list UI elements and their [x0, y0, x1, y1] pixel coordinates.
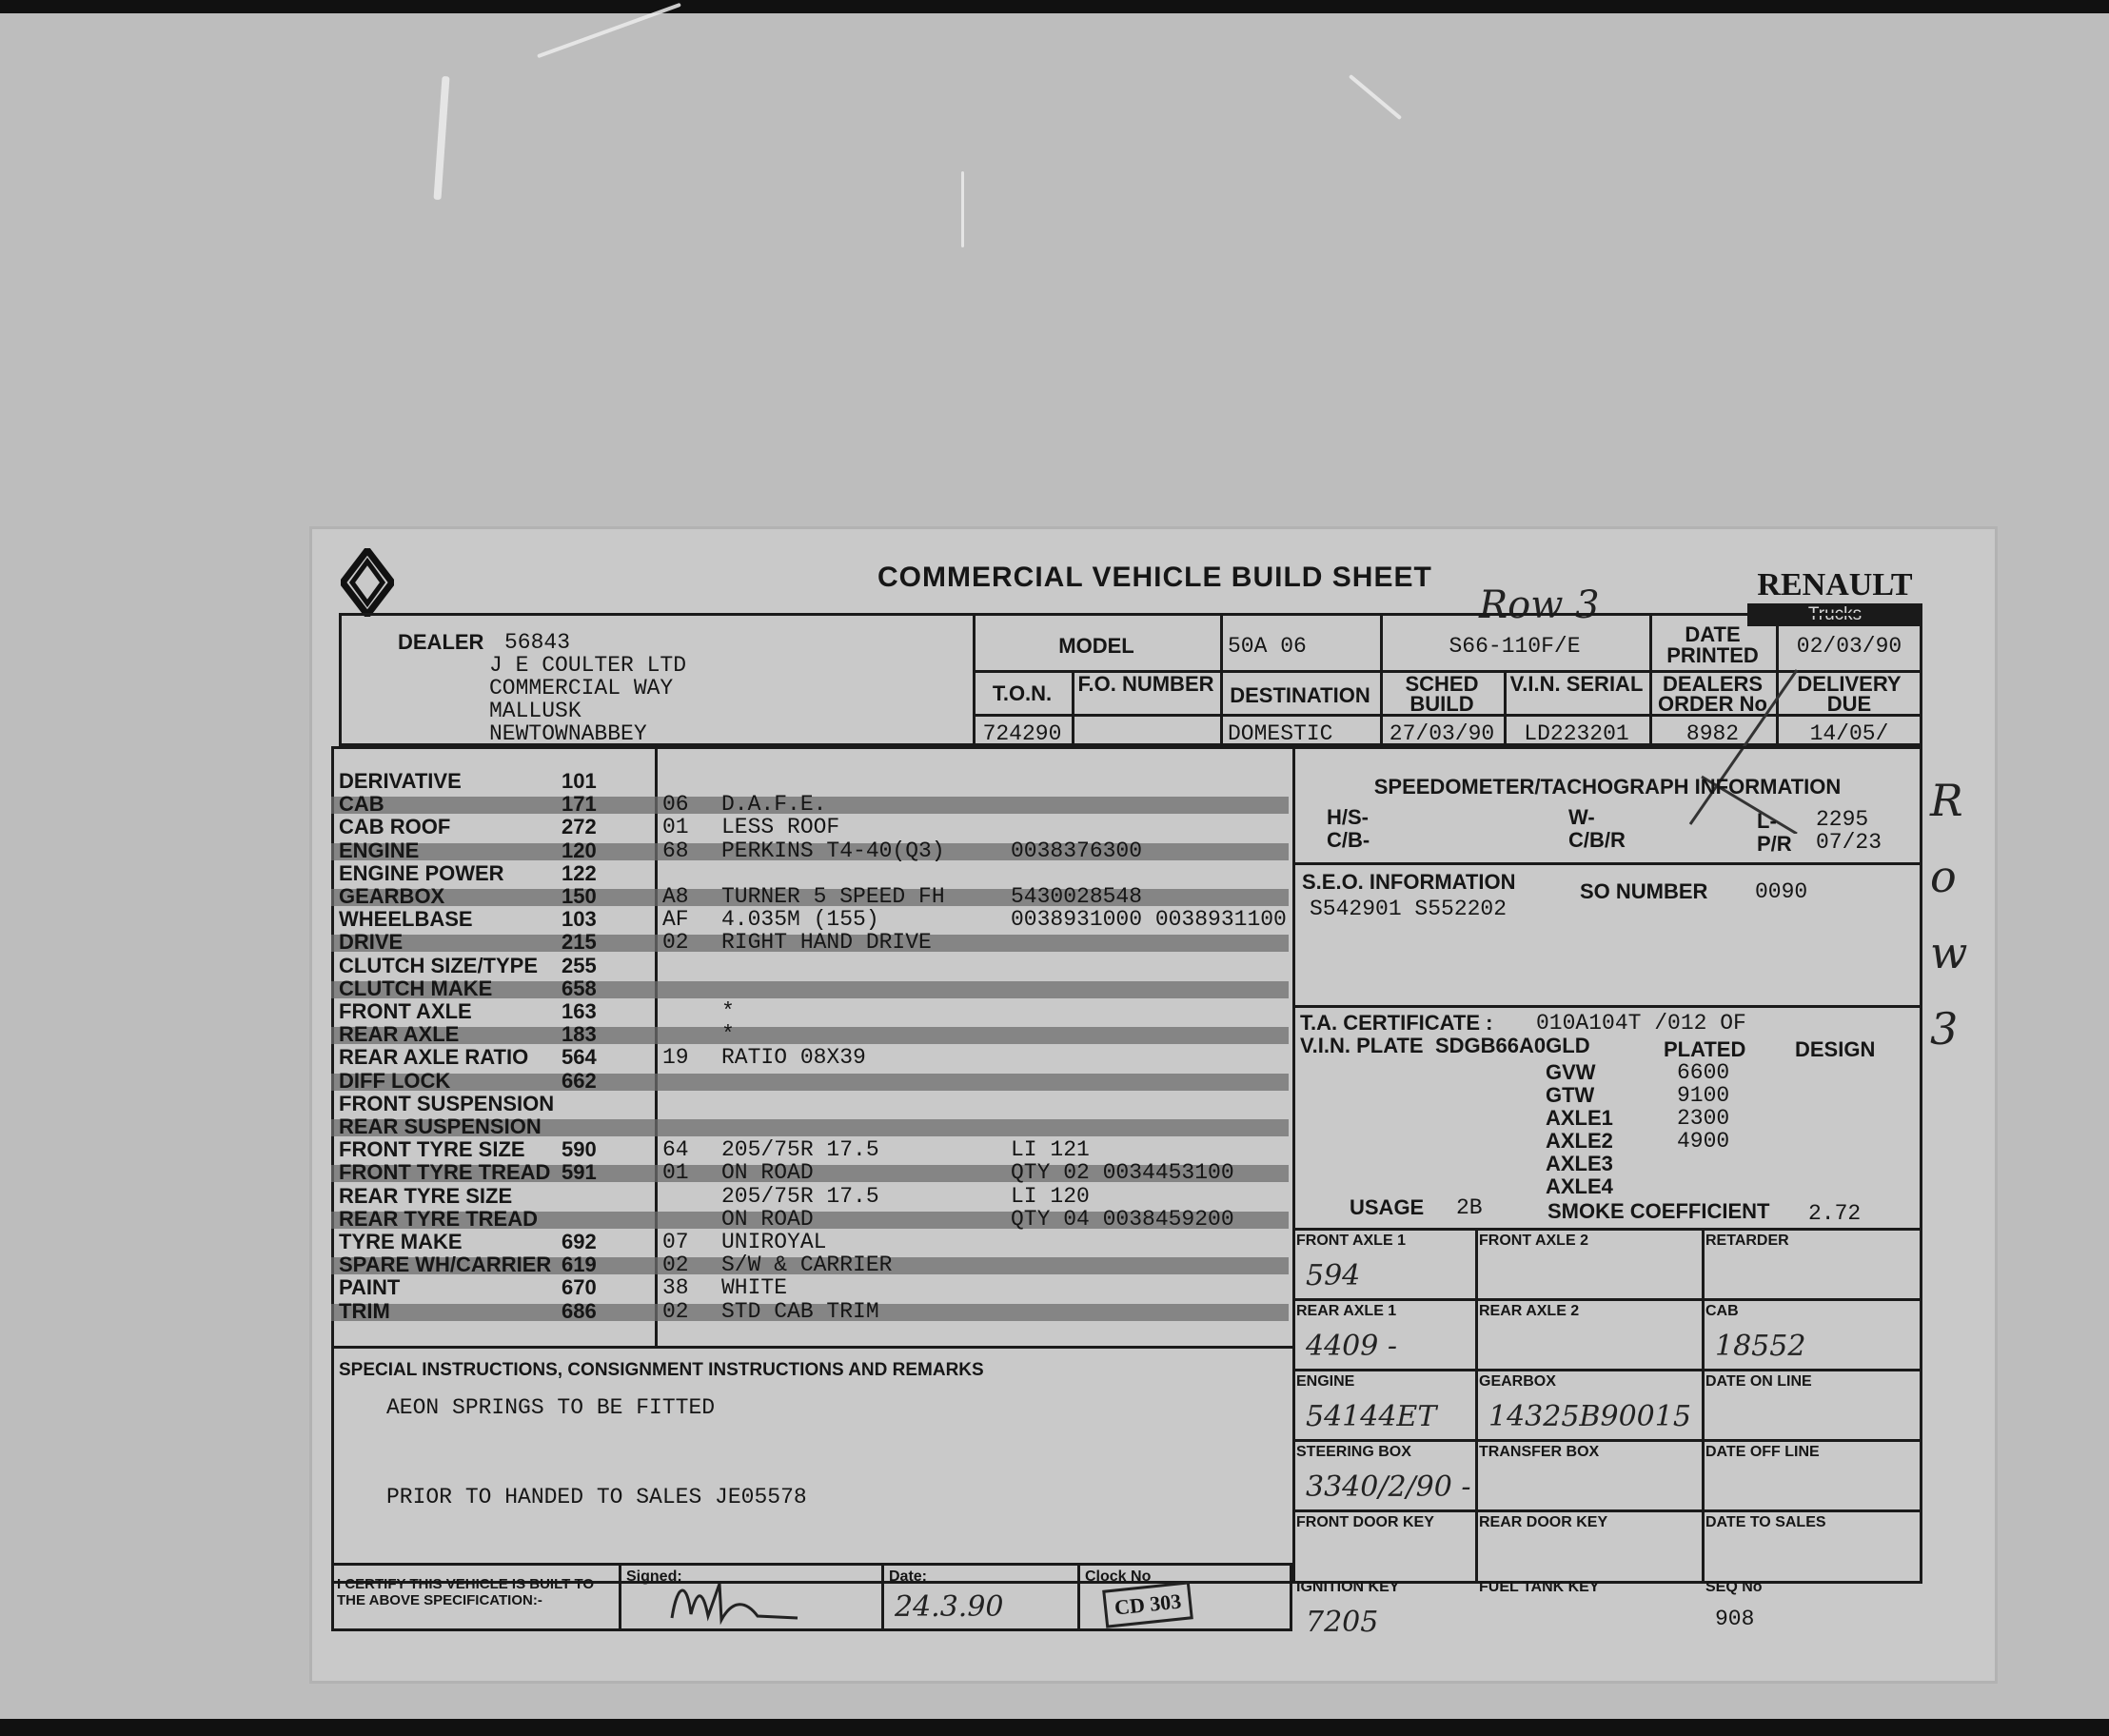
smoke-coefficient-label: SMOKE COEFFICIENT	[1547, 1199, 1770, 1223]
delivery-due-label: DELIVERY DUE	[1797, 672, 1902, 716]
date-value: 24.3.90	[895, 1590, 1004, 1624]
brand-name: RENAULT	[1757, 567, 1913, 602]
clock-label: Clock No	[1085, 1568, 1152, 1585]
ta-item-label: AXLE2	[1546, 1129, 1613, 1153]
build-sheet	[312, 529, 1995, 1681]
dealer-line: COMMERCIAL WAY	[489, 676, 674, 700]
dealer-label: DEALER	[398, 630, 484, 654]
scratch-mark	[433, 76, 449, 200]
brand-sub: Trucks	[1747, 603, 1922, 626]
vin-serial-value: LD223201	[1524, 721, 1629, 746]
spec-description: D.A.F.E.	[721, 792, 827, 818]
dealers-order-value: 8982	[1685, 721, 1740, 746]
speedo-l-value: 2295	[1816, 807, 1869, 832]
box-label: FRONT AXLE 2	[1479, 1233, 1588, 1249]
spec-row	[312, 1254, 1311, 1277]
instructions-label: SPECIAL INSTRUCTIONS, CONSIGNMENT INSTRUCTIONS AND REMARKS	[339, 1360, 984, 1380]
spec-row	[312, 1183, 1311, 1209]
ta-item-value: 2300	[1677, 1106, 1730, 1131]
certify-text: I CERTIFY THIS VEHICLE IS BUILT TO THE ABOVE SPECIFICATION:-	[337, 1576, 595, 1608]
spec-name: CLUTCH SIZE/TYPE	[339, 953, 539, 977]
side-note-letter: w	[1930, 927, 1968, 978]
box-label: DATE OFF LINE	[1705, 1444, 1820, 1460]
so-number-value: 0090	[1755, 879, 1808, 904]
spec-extra: LI 121	[1011, 1137, 1090, 1163]
spec-sub-code: 06	[662, 792, 689, 818]
vin-serial-label: V.I.N. SERIAL	[1509, 672, 1644, 696]
spec-description: *	[721, 999, 735, 1024]
spec-code: 171	[562, 792, 597, 817]
spec-row	[312, 1024, 1311, 1047]
spec-name: FRONT AXLE	[339, 999, 472, 1023]
spec-sub-code: 01	[662, 815, 689, 840]
usage-label: USAGE	[1350, 1195, 1425, 1219]
spec-sub-code: 02	[662, 1298, 689, 1324]
ta-item-label: GTW	[1546, 1083, 1595, 1107]
sched-build-value: 27/03/90	[1389, 721, 1495, 746]
spec-row	[312, 1001, 1311, 1024]
spec-name: CAB ROOF	[339, 815, 451, 839]
box-label: FRONT DOOR KEY	[1296, 1514, 1434, 1530]
spec-description: WHITE	[721, 1275, 788, 1301]
so-number-label: SO NUMBER	[1580, 879, 1708, 903]
spec-description: RIGHT HAND DRIVE	[721, 930, 932, 956]
spec-description: PERKINS T4-40(Q3)	[721, 838, 945, 863]
row-shading	[331, 1074, 1289, 1091]
box-label: SEQ No	[1705, 1579, 1763, 1595]
dealer-number: 56843	[504, 630, 571, 655]
spec-name: SPARE WH/CARRIER	[339, 1253, 552, 1277]
spec-description: 205/75R 17.5	[721, 1137, 879, 1163]
signed-label: Signed:	[626, 1568, 682, 1585]
spec-description: TURNER 5 SPEED FH	[721, 884, 945, 909]
speedo-cbr-label: C/B/R	[1568, 828, 1626, 852]
spec-name: TRIM	[339, 1298, 390, 1323]
spec-row	[312, 1047, 1311, 1070]
spec-code: 183	[562, 1022, 597, 1047]
spec-row	[312, 794, 1311, 817]
renault-diamond-logo	[341, 548, 394, 617]
scratch-mark	[961, 171, 964, 247]
box-label: DATE TO SALES	[1705, 1514, 1826, 1530]
box-label: ENGINE	[1296, 1373, 1355, 1390]
spec-name: DIFF LOCK	[339, 1068, 451, 1093]
box-label: STEERING BOX	[1296, 1444, 1411, 1460]
ta-cert-value: 010A104T /012 OF	[1536, 1011, 1746, 1036]
box-label: GEARBOX	[1479, 1373, 1556, 1390]
date-label: Date:	[889, 1568, 928, 1585]
scan-bottom-edge	[0, 1719, 2109, 1736]
smoke-coefficient-value: 2.72	[1808, 1201, 1862, 1226]
spec-code: 215	[562, 930, 597, 955]
spec-name: GEARBOX	[339, 884, 445, 908]
spec-code: 591	[562, 1160, 597, 1185]
spec-code: 120	[562, 838, 597, 862]
spec-row	[312, 860, 1311, 886]
spec-sub-code: 38	[662, 1275, 689, 1301]
spec-extra: 5430028548	[1011, 884, 1143, 909]
spec-row	[312, 1277, 1311, 1300]
signature	[664, 1572, 817, 1629]
spec-sub-code: 01	[662, 1160, 689, 1186]
spec-code: 255	[562, 953, 597, 977]
speedo-title: SPEEDOMETER/TACHOGRAPH INFORMATION	[1373, 775, 1842, 799]
ton-label: T.O.N.	[992, 681, 1053, 705]
spec-description: 205/75R 17.5	[721, 1183, 879, 1209]
sheet-title: COMMERCIAL VEHICLE BUILD SHEET	[877, 562, 1432, 593]
spec-code: 692	[562, 1230, 597, 1253]
destination-value: DOMESTIC	[1228, 721, 1333, 746]
side-note-letter: o	[1930, 851, 1957, 902]
spec-description: *	[721, 1022, 735, 1048]
spec-sub-code: 07	[662, 1230, 689, 1254]
spec-name: ENGINE	[339, 838, 420, 862]
spec-name: ENGINE POWER	[339, 860, 504, 885]
ta-item-value: 4900	[1677, 1129, 1730, 1154]
spec-code: 564	[562, 1045, 597, 1070]
spec-description: ON ROAD	[721, 1160, 814, 1186]
spec-row	[312, 886, 1311, 909]
spec-name: TYRE MAKE	[339, 1230, 463, 1253]
spec-sub-code: AF	[662, 907, 689, 933]
model-label: MODEL	[1058, 634, 1134, 658]
speedo-pr-label: P/R	[1757, 832, 1792, 856]
ton-value: 724290	[982, 721, 1062, 746]
spec-code: 658	[562, 976, 597, 1000]
spec-row	[312, 1068, 1311, 1094]
box-label: REAR AXLE 2	[1479, 1303, 1580, 1319]
clock-stamp: CD 303	[1102, 1581, 1193, 1628]
dealer-line: NEWTOWNABBEY	[489, 721, 647, 746]
design-label: DESIGN	[1795, 1037, 1876, 1061]
box-label: IGNITION KEY	[1296, 1579, 1400, 1595]
spec-extra: QTY 02 0034453100	[1011, 1160, 1234, 1186]
spec-description: RATIO 08X39	[721, 1045, 866, 1071]
spec-sub-code: A8	[662, 884, 689, 909]
date-printed: 02/03/90	[1796, 634, 1902, 659]
model-code: S66-110F/E	[1449, 634, 1581, 659]
delivery-due-value: 14/05/	[1809, 721, 1889, 746]
box-value: 7205	[1306, 1606, 1379, 1639]
spec-code: 150	[562, 884, 597, 908]
speedo-cb-label: C/B-	[1327, 828, 1370, 852]
vin-plate-label: V.I.N. PLATE	[1300, 1034, 1424, 1057]
spec-name: PAINT	[339, 1275, 401, 1300]
box-value: 594	[1306, 1259, 1361, 1292]
box-label: FRONT AXLE 1	[1296, 1233, 1406, 1249]
spec-row	[312, 953, 1311, 978]
spec-code: 163	[562, 999, 597, 1023]
ta-item-label: AXLE4	[1546, 1174, 1613, 1198]
spec-code: 670	[562, 1275, 597, 1300]
destination-label: DESTINATION	[1230, 683, 1370, 707]
spec-name: REAR AXLE RATIO	[339, 1045, 529, 1070]
ta-item-label: AXLE1	[1546, 1106, 1613, 1130]
side-note-letter: 3	[1930, 1003, 1959, 1055]
spec-code: 122	[562, 860, 597, 885]
spec-row	[312, 909, 1311, 932]
spec-code: 590	[562, 1137, 597, 1162]
spec-row	[312, 1232, 1311, 1254]
spec-name: REAR TYRE SIZE	[339, 1183, 513, 1208]
spec-description: LESS ROOF	[721, 815, 840, 840]
spec-sub-code: 02	[662, 930, 689, 956]
dealer-line: J E COULTER LTD	[489, 653, 687, 678]
speedo-pr-value: 07/23	[1816, 830, 1882, 855]
spec-sub-code: 19	[662, 1045, 689, 1071]
spec-row	[312, 978, 1311, 1001]
usage-value: 2B	[1456, 1195, 1483, 1220]
box-label: CAB	[1705, 1303, 1739, 1319]
spec-code: 619	[562, 1253, 597, 1277]
box-value: 54144ET	[1306, 1400, 1437, 1433]
spec-row	[312, 1298, 1311, 1324]
spec-extra: 0038931000 0038931100	[1011, 907, 1287, 933]
spec-name: CLUTCH MAKE	[339, 976, 493, 1000]
box-label: RETARDER	[1705, 1233, 1789, 1249]
box-value: 18552	[1715, 1330, 1806, 1363]
spec-description: UNIROYAL	[721, 1230, 827, 1254]
ta-item-label: AXLE3	[1546, 1152, 1613, 1175]
spec-row	[312, 1139, 1311, 1162]
spec-code: 662	[562, 1068, 597, 1093]
handwritten-row-note: Row 3	[1479, 583, 1600, 627]
sched-build-label: SCHED BUILD	[1405, 672, 1479, 716]
dealers-order-label: DEALERS ORDER No	[1658, 672, 1767, 716]
model-value: 50A 06	[1228, 634, 1307, 659]
side-note-letter: R	[1930, 775, 1963, 826]
speedo-hs-label: H/S-	[1327, 805, 1369, 829]
seo-label: S.E.O. INFORMATION	[1302, 870, 1516, 894]
spec-name: FRONT TYRE SIZE	[339, 1137, 525, 1162]
fo-number-label: F.O. NUMBER	[1077, 672, 1214, 696]
ta-item-value: 9100	[1677, 1083, 1730, 1108]
spec-code: 686	[562, 1298, 597, 1323]
spec-name: REAR SUSPENSION	[339, 1115, 542, 1138]
spec-sub-code: 68	[662, 838, 689, 863]
spec-row	[312, 932, 1311, 955]
spec-code: 272	[562, 815, 597, 839]
spec-name: FRONT SUSPENSION	[339, 1091, 555, 1115]
scratch-mark	[1349, 74, 1402, 120]
spec-row	[312, 1206, 1311, 1232]
spec-row	[312, 1162, 1311, 1185]
ta-cert-label: T.A. CERTIFICATE :	[1300, 1011, 1493, 1035]
dealer-line: MALLUSK	[489, 699, 581, 723]
spec-name: REAR TYRE TREAD	[339, 1206, 539, 1231]
date-printed-label: DATE PRINTED	[1666, 622, 1759, 667]
ta-item-label: GVW	[1546, 1060, 1596, 1084]
ta-item-value: 6600	[1677, 1060, 1730, 1085]
vin-plate-value: SDGB66A0GLD	[1435, 1034, 1590, 1057]
spec-extra: QTY 04 0038459200	[1011, 1206, 1234, 1232]
row-shading	[331, 1027, 1289, 1044]
spec-name: DRIVE	[339, 930, 404, 955]
spec-row	[312, 1091, 1311, 1116]
scan-top-edge	[0, 0, 2109, 13]
spec-extra: 0038376300	[1011, 838, 1143, 863]
spec-name: FRONT TYRE TREAD	[339, 1160, 551, 1185]
instructions-line-2: PRIOR TO HANDED TO SALES JE05578	[386, 1485, 807, 1509]
box-label: DATE ON LINE	[1705, 1373, 1812, 1390]
spec-row	[312, 840, 1311, 863]
spec-sub-code: 64	[662, 1137, 689, 1163]
spec-name: WHEELBASE	[339, 907, 473, 932]
plated-label: PLATED	[1664, 1037, 1746, 1061]
box-label: REAR AXLE 1	[1296, 1303, 1397, 1319]
box-value: 14325B90015	[1488, 1400, 1691, 1433]
spec-description: ON ROAD	[721, 1206, 814, 1232]
box-value: 3340/2/90 -	[1306, 1470, 1471, 1504]
instructions-line-1: AEON SPRINGS TO BE FITTED	[386, 1395, 716, 1420]
spec-extra: LI 120	[1011, 1183, 1090, 1209]
box-label: TRANSFER BOX	[1479, 1444, 1600, 1460]
spec-description: 4.035M (155)	[721, 907, 879, 933]
spec-name: DERIVATIVE	[339, 769, 462, 793]
box-label: FUEL TANK KEY	[1479, 1579, 1600, 1595]
spec-name: CAB	[339, 792, 384, 817]
box-value: 4409 -	[1306, 1330, 1398, 1363]
speedo-w-label: W-	[1568, 805, 1595, 829]
spec-code: 103	[562, 907, 597, 932]
spec-code: 101	[562, 769, 597, 793]
box-label: REAR DOOR KEY	[1479, 1514, 1608, 1530]
spec-name: REAR AXLE	[339, 1022, 460, 1047]
spec-row	[312, 1116, 1311, 1139]
speedo-l-label: L-	[1757, 809, 1777, 833]
seo-values: S542901 S552202	[1310, 897, 1508, 921]
spec-row	[312, 771, 1311, 794]
spec-row	[312, 817, 1311, 839]
spec-sub-code: 02	[662, 1253, 689, 1278]
spec-description: STD CAB TRIM	[721, 1298, 879, 1324]
box-value: 908	[1715, 1607, 1755, 1631]
spec-description: S/W & CARRIER	[721, 1253, 893, 1278]
